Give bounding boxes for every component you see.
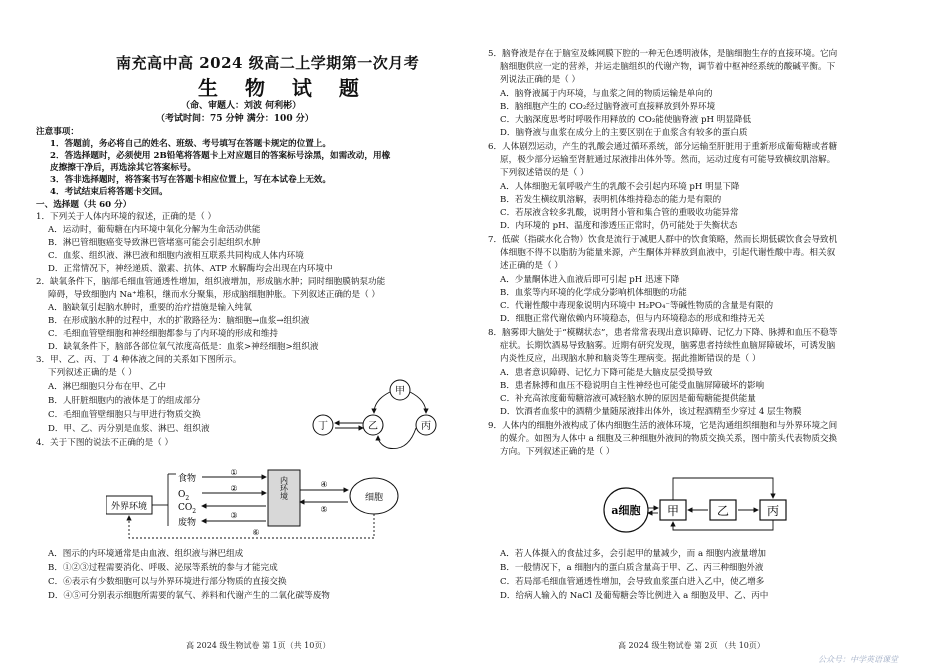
question-8-stem-cont: 症状。长期饮酒易导致脑雾。近期有研究发现，脑雾患者持续性血脑屏障破坏，可诱发脑 bbox=[500, 341, 836, 351]
label-circled-5: ⑤ bbox=[320, 505, 328, 514]
question-6-stem-cont: 原，极少部分运输至肾脏通过尿液排出体外等。然而，运动过度有可能导致横纹肌溶解。 bbox=[500, 155, 836, 165]
outer-environment-label: 外界环境 bbox=[110, 502, 148, 512]
notes-item: 皮擦擦干净后，再选涂其它答案标号。 bbox=[50, 163, 197, 173]
label-circled-1: ① bbox=[230, 468, 238, 477]
question-4-option-b: B．①②③过程需要消化、呼吸、泌尿等系统的参与才能完成 bbox=[48, 563, 278, 573]
input-food: 食物 bbox=[178, 474, 197, 484]
cell-label: 细胞 bbox=[364, 493, 384, 503]
question-5-option-a: A．脑脊液属于内环境，与血浆之间的物质运输是单向的 bbox=[500, 89, 713, 99]
input-o2: $O_2$ bbox=[178, 490, 190, 502]
left-page-column bbox=[36, 0, 468, 672]
label-yi: 乙 bbox=[716, 504, 730, 518]
question-5-option-c: C．大脑深度思考时呼吸作用释放的 CO₂能使脑脊液 pH 明显降低 bbox=[500, 115, 752, 125]
question-5-option-b: B．脑细胞产生的 CO₂经过脑脊液可直接释放到外界环境 bbox=[500, 102, 716, 112]
question-4-option-c: C．⑥表示有少数细胞可以与外界环境进行部分物质的直接交换 bbox=[48, 577, 287, 587]
watermark-text: 公众号：中学英语课堂 bbox=[818, 655, 898, 664]
question-8-option-b: B．患者脉搏和血压不稳说明自主性神经也可能受血脑屏障破坏的影响 bbox=[500, 381, 765, 391]
question-3-option-a: A．淋巴细胞只分布在甲、乙中 bbox=[48, 382, 166, 392]
notes-item: 1．答题前，务必将自己的姓名、班级、考号填写在答题卡规定的位置上。 bbox=[50, 139, 331, 149]
question-7-stem-cont: 述正确的是（ ） bbox=[500, 261, 563, 271]
question-8-option-c: C．补充高浓度葡萄糖溶液可减轻脑水肿的原因是葡萄糖能提供能量 bbox=[500, 394, 756, 404]
question-1-option-b: B．淋巴管细胞癌变导致淋巴管堵塞可能会引起组织水肿 bbox=[48, 238, 261, 248]
question-7-option-b: B．血浆等内环境的化学成分影响机体细胞的功能 bbox=[500, 288, 687, 298]
question-5-stem: 5．脑脊液是存在于脑室及蛛网膜下腔的一种无色透明液体，是脑细胞生存的直接环境。它向 bbox=[488, 49, 838, 59]
question-9-option-d: D．给病人输入的 NaCl 及葡萄糖会等比例进入 a 细胞及甲、乙、丙中 bbox=[500, 591, 769, 601]
input-co2: $CO_2$ bbox=[178, 503, 197, 515]
label-circled-6: ⑥ bbox=[252, 528, 260, 537]
question-5-option-d: D．脑脊液与血浆在成分上的主要区别在于血浆含有较多的蛋白质 bbox=[500, 128, 748, 138]
label-circled-4: ④ bbox=[320, 480, 328, 489]
notes-item: 3．答非选择题时，将答案书写在答题卡相应位置上，写在本试卷上无效。 bbox=[50, 175, 331, 185]
question-3-option-c: C．毛细血管壁细胞只与甲进行物质交换 bbox=[48, 410, 201, 420]
question-1-stem: 1．下列关于人体内环境的叙述，正确的是（ ） bbox=[36, 212, 217, 222]
right-page-column bbox=[488, 0, 920, 672]
question-1-option-d: D．正常情况下，神经递质、激素、抗体、ATP 水解酶均会出现在内环境中 bbox=[48, 264, 333, 274]
exam-title: 南充高中高 2024 级高二上学期第一次月考 bbox=[116, 54, 420, 72]
label-jia: 甲 bbox=[395, 386, 405, 397]
question-6-stem-cont: 下列叙述错误的是（ ） bbox=[500, 168, 589, 178]
question-8-stem: 8．脑雾即大脑处于“模糊状态”，患者常常表现出意识障碍、记忆力下降、脉搏和血压不稳等 bbox=[488, 328, 838, 338]
question-6-option-b: B．若发生横纹肌溶解，表明机体维持稳态的能力是有限的 bbox=[500, 195, 722, 205]
authors-line: （命、审题人：刘波 何利彬） bbox=[181, 101, 302, 111]
question-8-option-d: D．饮酒者血浆中的酒精少量随尿液排出体外，该过程酒精至少穿过 4 层生物膜 bbox=[500, 407, 802, 417]
question-2-option-c: C．毛细血管壁细胞和神经细胞都参与了内环境的形成和维持 bbox=[48, 329, 279, 339]
label-bing: 丙 bbox=[421, 421, 431, 432]
exam-info-line: （考试时间：75 分钟 满分：100 分） bbox=[156, 114, 314, 124]
question-2-option-b: B．在形成脑水肿的过程中，水的扩散路径为：脑细胞→血浆→组织液 bbox=[48, 316, 310, 326]
notes-item: 4．考试结束后将答题卡交回。 bbox=[50, 187, 168, 197]
question-6-option-d: D．内环境的 pH、温度和渗透压正常时，仍可能处于失衡状态 bbox=[500, 221, 738, 231]
question-9-stem-cont: 的媒介。如图为人体中 a 细胞及三种细胞外液间的物质交换关系，图中箭头代表物质交换 bbox=[500, 434, 838, 444]
question-9-option-b: B．一般情况下，a 细胞内的蛋白质含量高于甲、乙、丙三种细胞外液 bbox=[500, 563, 764, 573]
question-7-option-d: D．细胞正常代谢依赖内环境稳态，但与内环境稳态的形成和维持无关 bbox=[500, 314, 765, 324]
question-8-option-a: A．患者意识障碍、记忆力下降可能是大脑皮层受损导致 bbox=[500, 368, 713, 378]
footer-page-1: 高 2024 级生物试卷 第 1页（共 10页） bbox=[186, 641, 331, 650]
question-1-option-a: A．运动时，葡萄糖在内环境中氧化分解为生命活动供能 bbox=[48, 225, 261, 235]
question-8-stem-cont: 内炎性反应，出现脑水肿和脑炎等生理病变。据此推断错误的是（ ） bbox=[500, 354, 761, 364]
section-heading: 一、选择题（共 60 分） bbox=[36, 200, 132, 210]
question-2-stem-cont: 障碍，导致细胞内 Na⁺堆积，继而水分聚集，形成脑细胞肿胀。下列叙述正确的是（ ） bbox=[48, 290, 381, 300]
subject-title: 生 物 试 题 bbox=[198, 76, 369, 100]
label-yi: 乙 bbox=[368, 421, 378, 432]
question-4-stem: 4．关于下图的说法不正确的是（ ） bbox=[36, 438, 174, 448]
label-jia: 甲 bbox=[666, 504, 680, 518]
question-9-stem-cont: 方向。下列叙述正确的是（ ） bbox=[500, 447, 615, 457]
label-circled-3: ③ bbox=[230, 511, 238, 520]
input-waste: 废物 bbox=[178, 518, 197, 528]
label-bing: 丙 bbox=[766, 504, 780, 518]
question-1-option-c: C．血浆、组织液、淋巴液和细胞内液相互联系共同构成人体内环境 bbox=[48, 251, 304, 261]
a-cell-label: a细胞 bbox=[611, 504, 641, 517]
notes-heading: 注意事项： bbox=[36, 127, 79, 137]
question-4-option-d: D．④⑤可分别表示细胞所需要的氧气、养料和代谢产生的二氧化碳等废物 bbox=[48, 591, 330, 601]
question-6-option-c: C．若尿液含较多乳酸，说明肾小管和集合管的重吸收功能异常 bbox=[500, 208, 739, 218]
question-6-stem: 6．人体剧烈运动，产生的乳酸会通过循环系统，部分运输至肝脏用于重新形成葡萄糖或者糖 bbox=[488, 142, 838, 152]
question-3-option-b: B．人肝脏细胞内的液体是丁的组成部分 bbox=[48, 396, 201, 406]
label-ding: 丁 bbox=[318, 421, 328, 432]
question-7-stem-cont: 体细胞不得不以脂肪为能量来源，产生酮体并释放到血液中，引起代谢性酸中毒。相关叙 bbox=[500, 248, 836, 258]
question-4-option-a: A．图示的内环境通常是由血液、组织液与淋巴组成 bbox=[48, 549, 244, 559]
question-2-stem: 2．缺氧条件下，脑部毛细血管通透性增加，组织液增加，形成脑水肿；同时细胞膜钠泵功能 bbox=[36, 277, 386, 287]
footer-page-2: 高 2024 级生物试卷 第 2页 （共 10页） bbox=[618, 641, 765, 650]
question-4-environment-diagram bbox=[106, 452, 406, 542]
question-9-stem: 9．人体内的细胞外液构成了体内细胞生活的液体环境，它是沟通组织细胞和与外界环境之间 bbox=[488, 421, 838, 431]
question-9-exchange-diagram bbox=[598, 468, 808, 536]
question-7-stem: 7．低碳（指碳水化合物）饮食是流行于减肥人群中的饮食策略，然而长期低碳饮食会导致机 bbox=[488, 235, 838, 245]
question-5-stem-cont: 脑细胞供应一定的营养，并运走脑组织的代谢产物，调节着中枢神经系统的酸碱平衡。下 bbox=[500, 62, 836, 72]
question-3-stem: 3．甲、乙、丙、丁 4 种体液之间的关系如下图所示。 bbox=[36, 355, 242, 365]
question-7-option-c: C．代谢性酸中毒现象说明内环境中 H₂PO₄⁻等碱性物质的含量是有限的 bbox=[500, 301, 774, 311]
question-2-option-a: A．脑缺氧引起脑水肿时，重要的治疗措施是输入纯氧 bbox=[48, 303, 252, 313]
question-9-option-c: C．若局部毛细血管通透性增加，会导致血浆蛋白进入乙中，使乙增多 bbox=[500, 577, 765, 587]
inner-environment-label: 内环境 bbox=[279, 476, 289, 500]
question-3-stem-cont: 下列叙述正确的是（ ） bbox=[48, 368, 137, 378]
question-3-option-d: D．甲、乙、丙分别是血浆、淋巴、组织液 bbox=[48, 424, 210, 434]
question-7-option-a: A．少量酮体进入血液后即可引起 pH 迅速下降 bbox=[500, 275, 680, 285]
question-5-stem-cont: 列说法正确的是（ ） bbox=[500, 75, 581, 85]
question-2-option-d: D．缺氧条件下，脑部各部位氧气浓度高低是：血浆>神经细胞>组织液 bbox=[48, 342, 319, 352]
question-3-fluid-diagram bbox=[308, 372, 468, 462]
question-9-option-a: A．若人体摄入的食盐过多，会引起甲的量减少，而 a 细胞内液量增加 bbox=[500, 549, 767, 559]
label-circled-2: ② bbox=[230, 484, 238, 493]
notes-item: 2．答选择题时，必须使用 2B铅笔将答题卡上对应题目的答案标号涂黑，如需改动，用橡 bbox=[50, 151, 391, 161]
question-6-option-a: A．人体细胞无氧呼吸产生的乳酸不会引起内环境 pH 明显下降 bbox=[500, 182, 740, 192]
